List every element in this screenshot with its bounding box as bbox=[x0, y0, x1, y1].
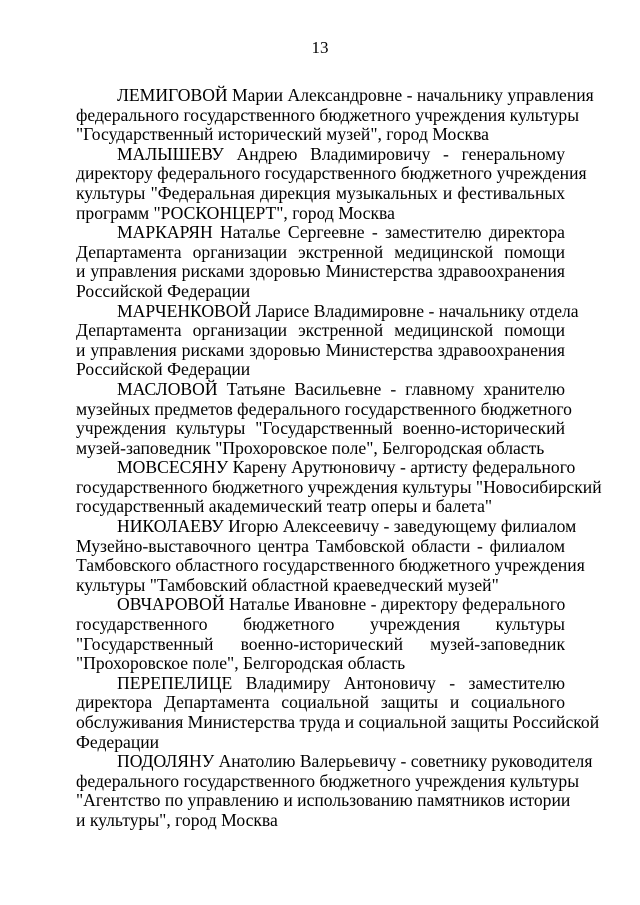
text-line: МОВСЕСЯНУ Карену Арутюновичу - артисту федерального bbox=[117, 457, 576, 478]
award-entry bbox=[76, 85, 594, 145]
text-line: НИКОЛАЕВУ Игорю Алексеевичу - заведующему филиалом bbox=[117, 516, 577, 537]
text-line: "Прохоровское поле", Белгородская область bbox=[76, 653, 406, 674]
text-line: музей-заповедник "Прохоровское поле", Белгородская область bbox=[76, 437, 545, 458]
award-entry bbox=[76, 223, 565, 301]
text-line: федерального государственного бюджетного учреждения культуры bbox=[76, 104, 580, 125]
text-line: и управления рисками здоровью Министерства здравоохранения bbox=[76, 339, 565, 360]
award-entry bbox=[76, 751, 593, 830]
text-line: государственный академический театр оперы и балета" bbox=[76, 496, 493, 517]
text-line: культуры "Федеральная дирекция музыкальных и фестивальных bbox=[76, 182, 565, 203]
award-entry bbox=[76, 378, 572, 458]
award-entry bbox=[76, 672, 600, 752]
text-line: государственного бюджетного учреждения культуры "Новосибирский bbox=[76, 476, 602, 497]
award-entry bbox=[76, 300, 579, 380]
text-line: МАРКАРЯН Наталье Сергеевне - заместителю директора bbox=[117, 222, 565, 243]
text-line: "Государственный исторический музей", город Москва bbox=[76, 124, 489, 145]
award-entry bbox=[76, 595, 565, 673]
text-line: "Государственный военно-исторический музей-заповедник bbox=[76, 633, 565, 654]
text-line: ПОДОЛЯНУ Анатолию Валерьевичу - советнику руководителя bbox=[117, 751, 593, 772]
text-line: ЛЕМИГОВОЙ Марии Александровне - начальнику управления bbox=[117, 85, 594, 105]
text-line: Российской Федерации bbox=[76, 359, 251, 380]
text-line: программ "РОСКОНЦЕРТ", город Москва bbox=[76, 202, 395, 223]
text-line: обслуживания Министерства труда и социальной защиты Российской bbox=[76, 712, 600, 732]
text-line: МАЛЫШЕВУ Андрею Владимировичу - генеральному bbox=[117, 143, 565, 164]
text-line: музейных предметов федерального государственного бюджетного bbox=[76, 398, 572, 419]
text-line: Департамента организации экстренной медицинской помощи bbox=[76, 241, 565, 262]
text-line: "Агентство по управлению и использованию памятников истории bbox=[76, 790, 571, 811]
text-line: ПЕРЕПЕЛИЦЕ Владимиру Антоновичу - заместителю bbox=[117, 672, 565, 693]
text-line: Российской Федерации bbox=[76, 280, 251, 301]
text-line: учреждения культуры "Государственный военно-исторический bbox=[76, 418, 565, 439]
text-line: МАСЛОВОЙ Татьяне Васильевне - главному хранителю bbox=[117, 378, 565, 399]
text-line: Музейно-выставочного центра Тамбовской области - филиалом bbox=[76, 535, 565, 556]
award-entry bbox=[76, 143, 587, 223]
award-entry bbox=[76, 516, 585, 595]
text-line: и управления рисками здоровью Министерства здравоохранения bbox=[76, 261, 565, 282]
text-line: федерального государственного бюджетного учреждения культуры bbox=[76, 770, 580, 791]
text-line: Федерации bbox=[76, 731, 160, 752]
text-line: директору федерального государственного бюджетного учреждения bbox=[76, 163, 587, 184]
text-line: Тамбовского областного государственного бюджетного учреждения bbox=[76, 555, 585, 576]
text-line: директора Департамента социальной защиты и социального bbox=[76, 692, 565, 713]
text-line: и культуры", город Москва bbox=[76, 809, 278, 830]
award-entry bbox=[76, 457, 602, 517]
text-line: Департамента организации экстренной медицинской помощи bbox=[76, 320, 565, 341]
page-number: 13 bbox=[311, 38, 329, 57]
text-line: ОВЧАРОВОЙ Наталье Ивановне - директору федерального bbox=[117, 594, 566, 615]
text-line: государственного бюджетного учреждения культуры bbox=[76, 614, 565, 635]
text-line: культуры "Тамбовский областной краеведческий музей" bbox=[76, 574, 499, 595]
text-line: МАРЧЕНКОВОЙ Ларисе Владимировне - начальнику отдела bbox=[117, 300, 579, 321]
document-body bbox=[76, 85, 602, 831]
